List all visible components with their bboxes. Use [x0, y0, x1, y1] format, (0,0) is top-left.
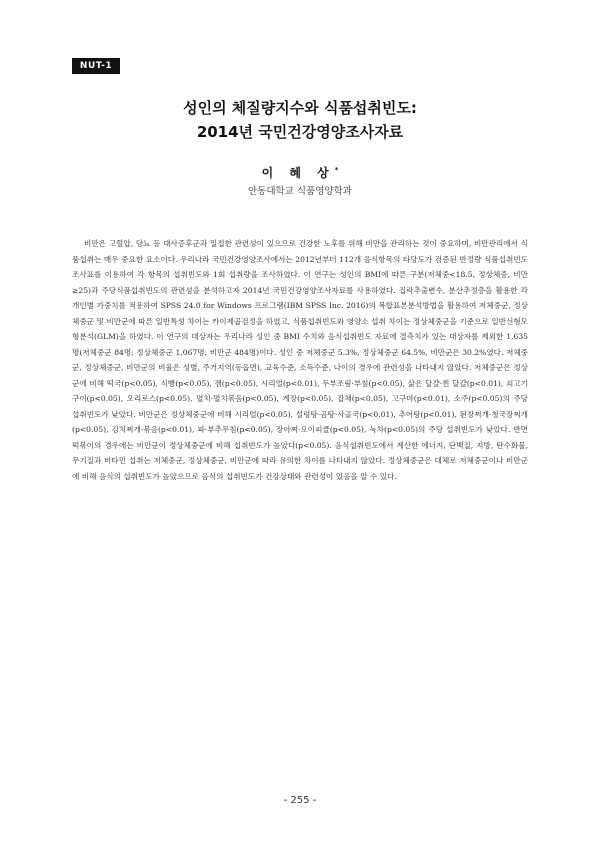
title-line-1: 성인의 체질량지수와 식품섭취빈도:	[183, 99, 417, 117]
page-number: - 255 -	[283, 795, 317, 806]
paper-title	[0, 96, 600, 144]
corresponding-author-mark: *	[334, 166, 339, 174]
session-code-badge: NUT-1	[72, 58, 120, 74]
author-name: 이 혜 상	[261, 166, 335, 180]
title-line-2: 2014년 국민건강영양조사자료	[196, 123, 404, 141]
author-affiliation: 안동대학교 식품영양학과	[248, 186, 352, 197]
abstract-body: 비만은 고혈압, 당뇨 등 대사증후군과 밀접한 관련성이 있으므로 건강한 노후를 위해 비만을 관리하는 것이 중요하며, 비만관리에서 식품섭취는 매우 중요한 요소이다. 우리나라 국민건강영양조사에서는 2012년부터 112개 음식항목의 타당도가 검증된 반정량 식품섭취빈도조사표를 이용하여 각 항목의 섭취빈도와 1회 섭취량을 조사하였다. 이 연구는 성인의 BMI에 따른 구분(저체중<18.5, 정상체중, 비만≥25)과 주당식품섭취빈도의 관련성을 분석하고자 2014년 국민건강영양조사자료를 사용하였다. 집락추출변수, 분산추정층을 활용한 각 개인별 가중치를 적용하여 SPSS 24.0 for Windows 프로그램(IBM SPSS Inc. 2016)의 복합표본분석방법을 활용하여 저체중군, 정상체중군 및 비만군에 따른 일반특성 차이는 카이제곱검정을 하였고, 식품섭취빈도와 영양소 섭취 차이는 정상체중군을 기준으로 일반선형모형분석(GLM)을 하였다. 이 연구의 대상자는 우리나라 성인 중 BMI 수치와 음식섭취빈도 자료에 결측치가 있는 대상자를 제외한 1,635명(저체중군 84명; 정상체중군 1,067명; 비만군 484명)이다. 성인 중 저체중군 5.3%, 정상체중군 64.5%, 비만군은 30.2%였다. 저체중군, 정상체중군, 비만군의 비율은 성별, 주거지역(동읍면), 교육수준, 소득수준, 나이의 경우에 관련성을 나타내지 않았다. 저체중군은 정상군에 비해 떡국(p<0.05), 식빵(p<0.05), 잼(p<0.05), 시리얼(p<0.01), 두부조림·부침(p<0.05), 삶은 달걀·찐 달걀(p<0.01), 쇠고기 구이(p<0.05), 오리로스(p<0.05), 멸치·멸치볶음(p<0.05), 게장(p<0.05), 잡채(p<0.05), 고구마(p<0.01), 소주(p<0.05)의 주당 섭취빈도가 낮았다. 비만군은 정상체중군에 비해 시리얼(p<0.05), 설렁탕·곰탕·사골국(p<0.01), 추어탕(p<0.01), 된장찌개·청국장찌개(p<0.05), 김치찌개·볶음(p<0.01), 파·부추무침(p<0.05), 장아찌·오이피클(p<0.05), 녹차(p<0.05)의 주당 섭취빈도가 낮았다. 반면 떡볶이의 경우에는 비만군이 정상체중군에 비해 섭취빈도가 높았다(p<0.05). 음식섭취빈도에서 계산한 에너지, 단백질, 지방, 탄수화물, 무기질과 비타민 섭취는 저체중군, 정상체중군, 비만군에 따라 유의한 차이를 나타내지 않았다. 정상체중군은 대체로 저체중군이나 비만군에 비해 음식의 섭취빈도가 높았으므로 음식의 섭취빈도가 건강상태와 관련성이 있음을 알 수 있다.	[72, 239, 529, 481]
author-line	[0, 164, 600, 181]
